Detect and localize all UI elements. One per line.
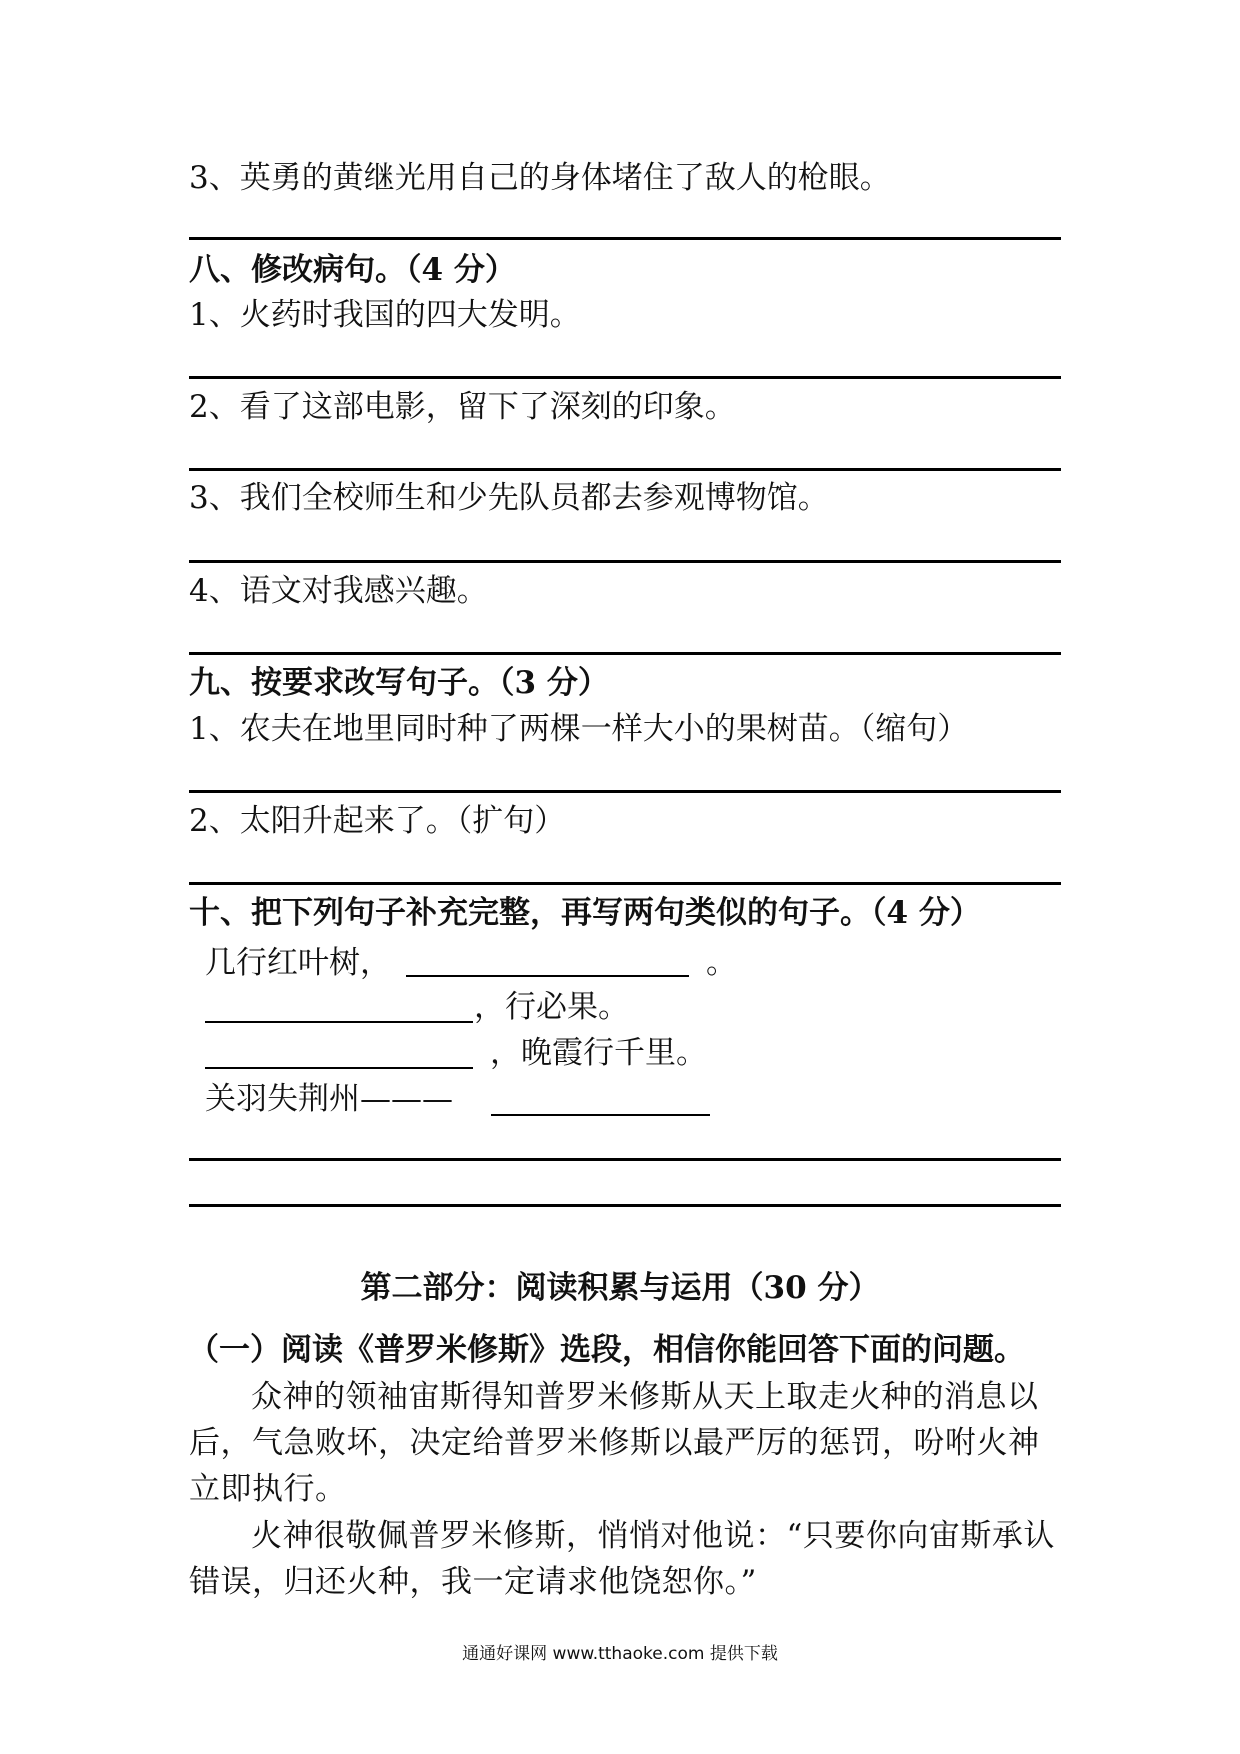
s10-line-2-text: ，行必果。 xyxy=(474,989,629,1025)
s8-item-3: 3、我们全校师生和少先队员都去参观博物馆。 xyxy=(189,480,829,516)
s9-heading: 九、按要求改写句子。（3 分） xyxy=(189,665,609,701)
s7-item-3: 3、英勇的黄继光用自己的身体堵住了敌人的枪眼。 xyxy=(189,160,891,196)
s10-line-1-text: 几行红叶树， xyxy=(205,945,391,981)
s10-line-4-text: 关羽失荆州——— xyxy=(205,1081,453,1117)
page-footer: 通通好课网 www.tthaoke.com 提供下载 xyxy=(462,1644,778,1664)
s10-line-3-text: ，晚霞行千里。 xyxy=(490,1035,707,1071)
fill-blank[interactable] xyxy=(205,1067,473,1069)
fill-blank[interactable] xyxy=(491,1114,710,1116)
answer-line[interactable] xyxy=(189,237,1061,240)
fill-blank[interactable] xyxy=(205,1021,473,1023)
answer-line[interactable] xyxy=(189,790,1061,793)
s8-item-2: 2、看了这部电影，留下了深刻的印象。 xyxy=(189,389,736,425)
s10-line-1-end: 。 xyxy=(706,945,737,981)
part2-subheading: （一）阅读《普罗米修斯》选段，相信你能回答下面的问题。 xyxy=(188,1332,1025,1368)
s9-item-2: 2、太阳升起来了。（扩句） xyxy=(189,803,566,839)
reading-paragraph-1: 众神的领袖宙斯得知普罗米修斯从天上取走火种的消息以后，气急败坏，决定给普罗米修斯以最严厉的惩罚，吩咐火神立即执行。 xyxy=(189,1379,1040,1507)
answer-line[interactable] xyxy=(189,468,1061,471)
fill-blank[interactable] xyxy=(406,975,689,977)
s10-heading: 十、把下列句子补充完整，再写两句类似的句子。（4 分） xyxy=(189,895,981,931)
part2-title: 第二部分：阅读积累与运用（30 分） xyxy=(360,1270,880,1306)
answer-line[interactable] xyxy=(189,882,1061,885)
answer-line[interactable] xyxy=(189,1158,1061,1161)
answer-line[interactable] xyxy=(189,1204,1061,1207)
reading-paragraph-2: 火神很敬佩普罗米修斯，悄悄对他说：“只要你向宙斯承认错误，归还火种，我一定请求他饶恕你。” xyxy=(189,1518,1055,1600)
s9-item-1: 1、农夫在地里同时种了两棵一样大小的果树苗。（缩句） xyxy=(189,711,969,747)
s8-item-1: 1、火药时我国的四大发明。 xyxy=(189,297,581,333)
s8-heading: 八、修改病句。（4 分） xyxy=(189,252,516,288)
answer-line[interactable] xyxy=(189,376,1061,379)
s8-item-4: 4、语文对我感兴趣。 xyxy=(189,573,488,609)
answer-line[interactable] xyxy=(189,652,1061,655)
answer-line[interactable] xyxy=(189,560,1061,563)
